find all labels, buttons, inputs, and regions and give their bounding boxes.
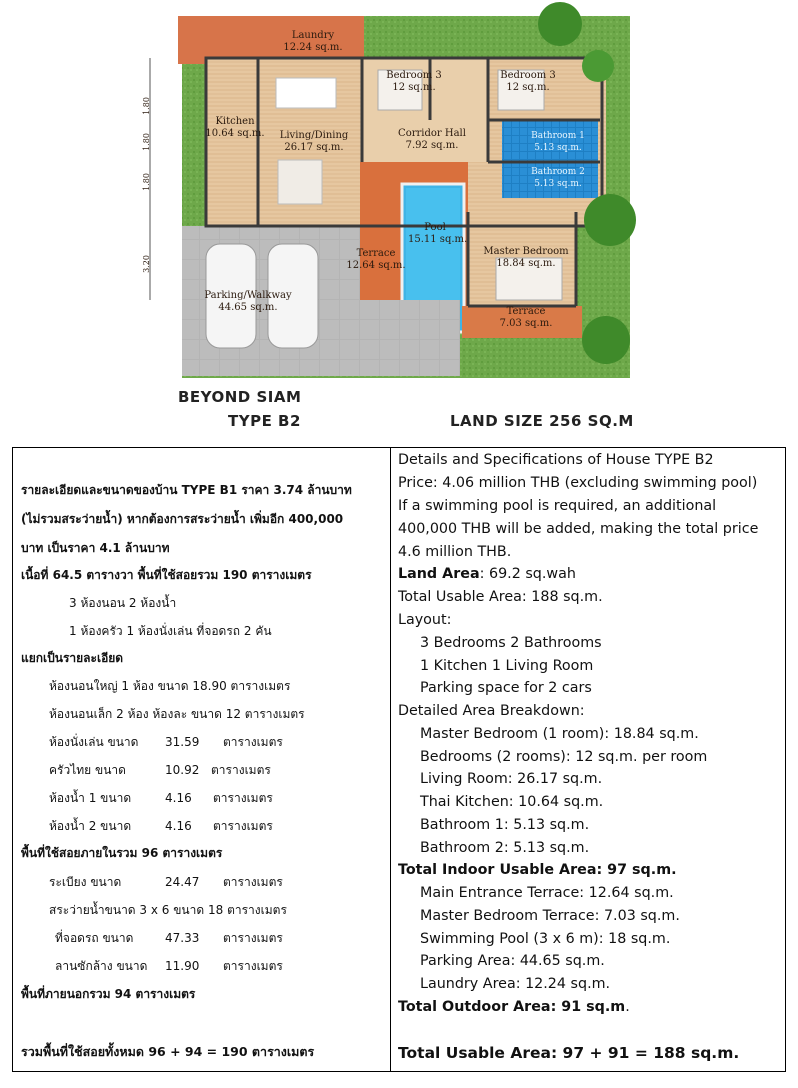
thai-indoor-total: พื้นที่ใช้สอยภายในรวม 96 ตารางเมตร <box>21 846 223 860</box>
thai-indoor-label: ครัวไทย ขนาด <box>49 763 126 777</box>
floor-plan-drawing <box>0 0 798 440</box>
en-indoor-item: Living Room: 26.17 sq.m. <box>420 771 603 787</box>
room-living-label: Living/Dining 26.17 sq.m. <box>279 130 349 153</box>
thai-indoor-unit: ตารางเมตร <box>213 819 273 833</box>
room-corridor-label: Corridor Hall 7.92 sq.m. <box>398 128 466 151</box>
thai-parking-unit: ตารางเมตร <box>223 931 283 945</box>
room-parking-label: Parking/Walkway 44.65 sq.m. <box>204 290 292 313</box>
spec-table <box>12 447 786 1072</box>
en-layout-item: 3 Bedrooms 2 Bathrooms <box>420 635 602 651</box>
en-outdoor-item: Master Bedroom Terrace: 7.03 sq.m. <box>420 908 680 924</box>
thai-area: เนื้อที่ 64.5 ตารางวา พื้นที่ใช้สอยรวม 190 ตารางเมตร <box>21 568 312 582</box>
thai-indoor-label: ห้องนั่งเล่น ขนาด <box>49 735 139 749</box>
dim-label: 1.80 <box>141 133 151 151</box>
floor-plan <box>0 0 798 440</box>
thai-parking-label: ที่จอดรถ ขนาด <box>55 931 134 945</box>
en-layout-header: Layout: <box>398 612 452 628</box>
thai-indoor-label: ห้องน้ำ 1 ขนาด <box>49 791 132 805</box>
thai-veranda-unit: ตารางเมตร <box>223 875 283 889</box>
thai-outdoor-total: พื้นที่ภายนอกรวม 94 ตารางเมตร <box>21 987 196 1001</box>
room-pool-label: Pool 15.11 sq.m. <box>408 222 468 245</box>
house-type: TYPE B2 <box>228 412 301 430</box>
room-bedroom-label: Bedroom 3 12 sq.m. <box>386 70 442 93</box>
dim-label: 3.20 <box>141 255 151 273</box>
en-outdoor-item: Laundry Area: 12.24 sq.m. <box>420 976 611 992</box>
land-size: LAND SIZE 256 SQ.M <box>450 412 634 430</box>
thai-intro: บาท เป็นราคา 4.1 ล้านบาท <box>21 541 170 555</box>
en-outdoor-item: Parking Area: 44.65 sq.m. <box>420 953 605 969</box>
thai-laundry-value: 11.90 <box>165 959 200 973</box>
brand-name: BEYOND SIAM <box>178 388 302 406</box>
room-terrace-label: Terrace 7.03 sq.m. <box>499 306 553 329</box>
en-price: Price: 4.06 million THB (excluding swimming pool) <box>398 475 758 491</box>
thai-indoor-value: 4.16 <box>165 819 192 833</box>
thai-indoor-unit: ตารางเมตร <box>211 763 271 777</box>
en-land-area: Land Area: 69.2 sq.wah <box>398 566 576 582</box>
en-pool-note: 400,000 THB will be added, making the total price <box>398 521 759 537</box>
en-grand-total: Total Usable Area: 97 + 91 = 188 sq.m. <box>398 1044 740 1062</box>
thai-veranda-value: 24.47 <box>165 875 200 889</box>
en-pool-note: 4.6 million THB. <box>398 544 512 560</box>
thai-detail-header: แยกเป็นรายละเอียด <box>21 651 124 665</box>
en-outdoor-item: Swimming Pool (3 x 6 m): 18 sq.m. <box>420 931 671 947</box>
room-bathroom-label: Bathroom 1 5.13 sq.m. <box>531 131 585 153</box>
en-indoor-item: Bedrooms (2 rooms): 12 sq.m. per room <box>420 749 708 765</box>
en-indoor-total: Total Indoor Usable Area: 97 sq.m. <box>398 862 677 878</box>
room-laundry-label: Laundry 12.24 sq.m. <box>283 30 343 53</box>
column-divider <box>390 448 391 1071</box>
en-indoor-item: Bathroom 1: 5.13 sq.m. <box>420 817 590 833</box>
thai-veranda-label: ระเบียง ขนาด <box>49 875 122 889</box>
thai-indoor-value: 10.92 <box>165 763 200 777</box>
thai-layout: 1 ห้องครัว 1 ห้องนั่งเล่น ที่จอดรถ 2 คัน <box>69 624 272 638</box>
thai-indoor-label: ห้องน้ำ 2 ขนาด <box>49 819 132 833</box>
thai-parking-value: 47.33 <box>165 931 200 945</box>
en-layout-item: Parking space for 2 cars <box>420 680 592 696</box>
thai-indoor-value: 4.16 <box>165 791 192 805</box>
thai-intro: (ไม่รวมสระว่ายน้ำ) หากต้องการสระว่ายน้ำ เพิ่มอีก 400,000 <box>21 512 344 526</box>
thai-small-bedroom: ห้องนอนเล็ก 2 ห้อง ห้องละ ขนาด 12 ตารางเมตร <box>49 707 305 721</box>
english-column <box>398 448 786 1071</box>
room-master-bedroom-label: Master Bedroom 18.84 sq.m. <box>483 246 569 269</box>
thai-indoor-unit: ตารางเมตร <box>213 791 273 805</box>
en-usable-area: Total Usable Area: 188 sq.m. <box>398 589 603 605</box>
room-bathroom-label: Bathroom 2 5.13 sq.m. <box>531 167 585 189</box>
en-breakdown-header: Detailed Area Breakdown: <box>398 703 585 719</box>
en-title: Details and Specifications of House TYPE B2 <box>398 452 714 468</box>
thai-laundry-label: ลานซักล้าง ขนาด <box>55 959 148 973</box>
en-indoor-item: Thai Kitchen: 10.64 sq.m. <box>420 794 604 810</box>
en-layout-item: 1 Kitchen 1 Living Room <box>420 658 594 674</box>
room-terrace-label: Terrace 12.64 sq.m. <box>346 248 406 271</box>
en-indoor-item: Bathroom 2: 5.13 sq.m. <box>420 840 590 856</box>
thai-master-bedroom: ห้องนอนใหญ่ 1 ห้อง ขนาด 18.90 ตารางเมตร <box>49 679 291 693</box>
room-kitchen-label: Kitchen 10.64 sq.m. <box>205 116 265 139</box>
en-pool-note: If a swimming pool is required, an additional <box>398 498 717 514</box>
thai-grand-total: รวมพื้นที่ใช้สอยทั้งหมด 96 + 94 = 190 ตารางเมตร <box>21 1044 315 1059</box>
thai-intro: รายละเอียดและขนาดของบ้าน TYPE B1 ราคา 3.74 ล้านบาท <box>21 483 352 497</box>
room-bedroom-label: Bedroom 3 12 sq.m. <box>500 70 556 93</box>
dim-label: 1.80 <box>141 97 151 115</box>
en-indoor-item: Master Bedroom (1 room): 18.84 sq.m. <box>420 726 699 742</box>
thai-column <box>13 448 390 1071</box>
thai-pool: สระว่ายน้ำขนาด 3 x 6 ขนาด 18 ตารางเมตร <box>49 903 287 917</box>
thai-indoor-value: 31.59 <box>165 735 200 749</box>
thai-layout: 3 ห้องนอน 2 ห้องน้ำ <box>69 596 177 610</box>
thai-laundry-unit: ตารางเมตร <box>223 959 283 973</box>
en-outdoor-total: Total Outdoor Area: 91 sq.m. <box>398 999 630 1015</box>
dim-label: 1.80 <box>141 173 151 191</box>
thai-indoor-unit: ตารางเมตร <box>223 735 283 749</box>
en-outdoor-item: Main Entrance Terrace: 12.64 sq.m. <box>420 885 674 901</box>
